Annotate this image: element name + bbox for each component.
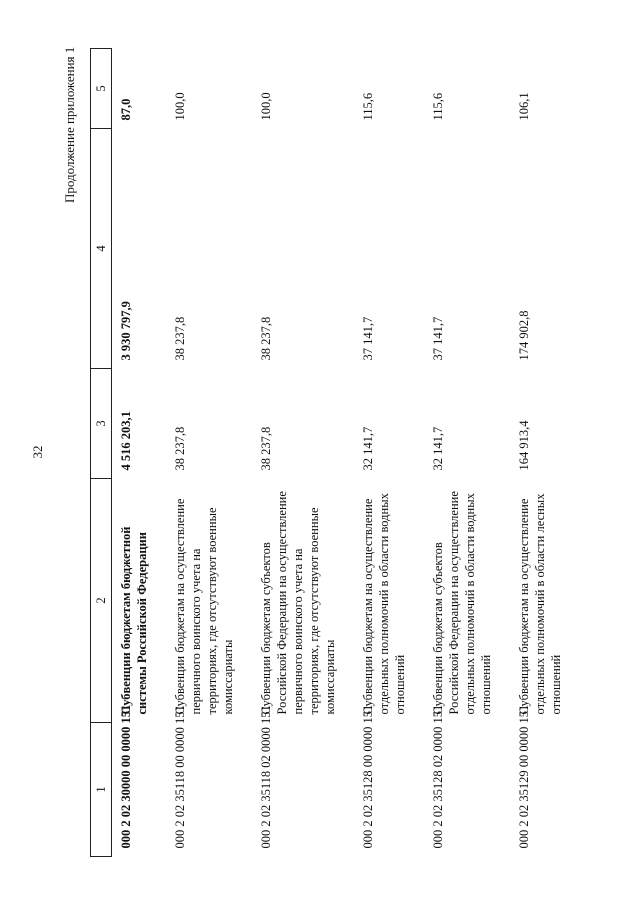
row-name: Субвенции бюджетам на осуществление отдельных полномочий в области водных отношений (361, 493, 407, 715)
header-col-5: 5 (91, 49, 112, 129)
row-code: 000 2 02 35118 00 0000 151 (173, 705, 187, 849)
row-col5: 115,6 (431, 92, 445, 121)
row-col4: 174 902,8 (517, 310, 531, 361)
table-row (350, 49, 420, 857)
row-col3: 4 516 203,1 (119, 411, 133, 471)
row-name: Субвенции бюджетам субъектов Российской Федерации на осуществление отдельных полномочий в области водных отношений (431, 491, 493, 715)
row-name: Субвенции бюджетам на осуществление отдельных полномочий в области лесных отношений (517, 493, 563, 715)
row-code: 000 2 02 35128 02 0000 151 (431, 704, 445, 849)
row-code: 000 2 02 35129 00 0000 151 (517, 704, 531, 849)
row-col3: 32 141,7 (431, 426, 445, 471)
header-col-4: 4 (91, 129, 112, 369)
row-code: 000 2 02 35118 02 0000 151 (259, 705, 273, 849)
row-col4: 37 141,7 (431, 316, 445, 361)
row-col5: 106,1 (517, 92, 531, 121)
row-name: Субвенции бюджетам бюджетной системы Российской Федерации (119, 526, 149, 715)
row-col4: 3 930 797,9 (119, 301, 133, 361)
row-col4: 38 237,8 (173, 316, 187, 361)
table-row (112, 49, 163, 857)
header-col-1: 1 (91, 723, 112, 857)
header-col-3: 3 (91, 369, 112, 479)
row-col5: 115,6 (361, 92, 375, 121)
row-col5: 100,0 (173, 92, 187, 121)
table-row (420, 49, 506, 857)
table-row (162, 49, 248, 857)
row-col5: 87,0 (119, 98, 133, 121)
row-col4: 38 237,8 (259, 316, 273, 361)
row-col3: 38 237,8 (259, 426, 273, 471)
row-name: Субвенции бюджетам субъектов Российской Федерации на осуществление первичного воинского учета на территориях, где отсутствуют военные комиссариаты (259, 491, 337, 715)
budget-table (90, 48, 576, 857)
row-code: 000 2 02 35128 00 0000 151 (361, 704, 375, 849)
table-row (506, 49, 576, 857)
header-col-2: 2 (91, 479, 112, 723)
row-col3: 32 141,7 (361, 426, 375, 471)
row-col5: 100,0 (259, 92, 273, 121)
row-code: 000 2 02 30000 00 0000 151 (119, 704, 133, 849)
table-row (248, 49, 350, 857)
header-row (91, 49, 112, 857)
row-col3: 164 913,4 (517, 420, 531, 471)
page-number: 32 (30, 445, 45, 459)
row-col4: 37 141,7 (361, 316, 375, 361)
row-name: Субвенции бюджетам на осуществление первичного воинского учета на территориях, где отсутствуют военные комиссариаты (173, 498, 235, 715)
continuation-note: Продолжение приложения 1 (62, 46, 77, 203)
row-col3: 38 237,8 (173, 426, 187, 471)
